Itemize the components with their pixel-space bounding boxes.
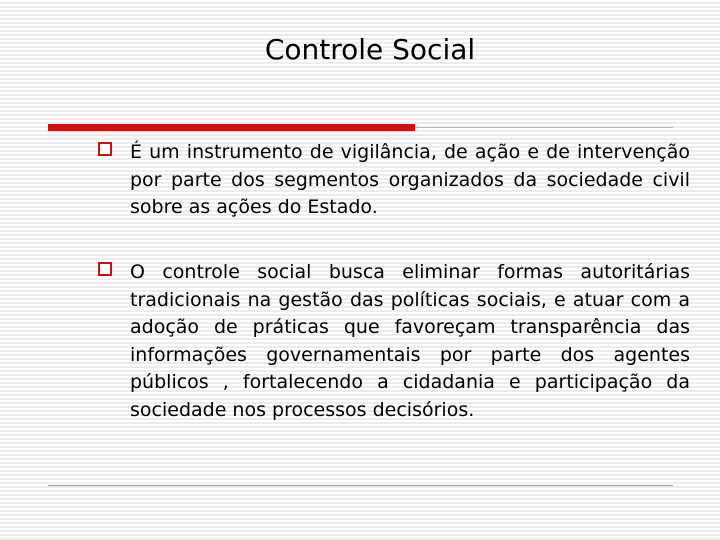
footer-divider (48, 485, 673, 486)
hollow-square-bullet-icon (98, 262, 112, 276)
slide-title: Controle Social (264, 33, 476, 66)
title-divider-accent (48, 124, 415, 131)
bullet-item (98, 259, 690, 424)
bullet-text: É um instrumento de vigilância, de ação e de intervenção por parte dos segmentos organizados da sociedade civil sobre as ações do Estado. (130, 141, 690, 218)
bullet-text: O controle social busca eliminar formas autoritárias tradicionais na gestão das políticas sociais, e atuar com a adoção de práticas que favoreçam transparência das informações governamentais por parte dos agentes públicos , fortalecendo a cidadania e participação da sociedade nos processos decisórios. (130, 261, 690, 421)
hollow-square-bullet-icon (98, 142, 112, 156)
bullet-item (98, 139, 690, 222)
